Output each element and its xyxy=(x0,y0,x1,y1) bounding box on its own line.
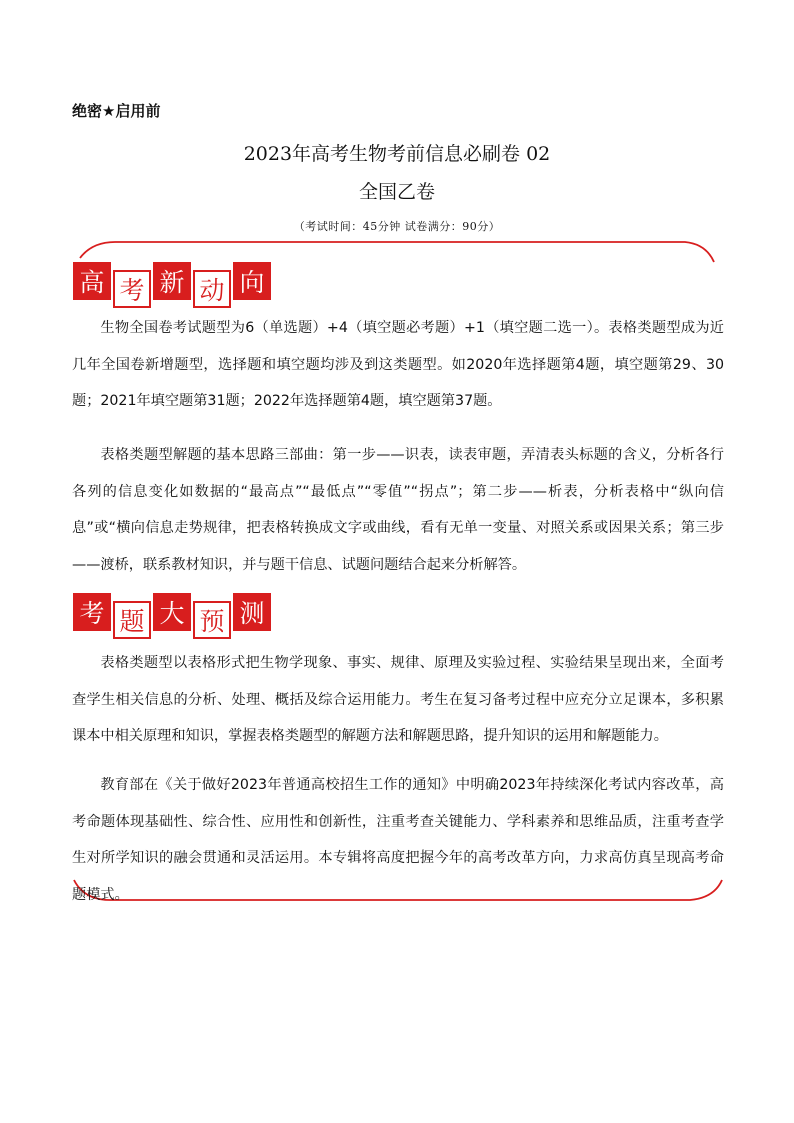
banner-char: 新 xyxy=(153,262,191,300)
banner-char: 大 xyxy=(153,593,191,631)
paragraph: 表格类题型解题的基本思路三部曲：第一步——识表，读表审题，弄清表头标题的含义，分析各行各列的信息变化如数据的“最高点”“最低点”“零值”“拐点”；第二步——析表，分析表格中“纵向信息”或“横向信息走势规律，把表格转换成文字或曲线，看有无单一变量、对照关系或因果关系；第三步——渡桥，联系教材知识，并与题干信息、试题问题结合起来分析解答。 xyxy=(72,447,724,573)
banner-char: 动 xyxy=(193,270,231,308)
confidential-label: 绝密★启用前 xyxy=(72,102,161,120)
banner-char: 测 xyxy=(233,593,271,631)
section-banner-new-trends xyxy=(73,262,273,308)
exam-info: （考试时间：45分钟 试卷满分：90分） xyxy=(293,220,501,233)
banner-char: 向 xyxy=(233,262,271,300)
banner-char: 题 xyxy=(113,601,151,639)
paper-title: 2023年高考生物考前信息必刷卷 02 xyxy=(243,143,551,165)
paragraph: 教育部在《关于做好2023年普通高校招生工作的通知》中明确2023年持续深化考试内容改革，高考命题体现基础性、综合性、应用性和创新性，注重考查关键能力、学科素养和思维品质，注重考查学生对所学知识的融会贯通和灵活运用。本专辑将高度把握今年的高考改革方向，力求高仿真呈现高考命题模式。 xyxy=(72,777,724,903)
section-banner-prediction xyxy=(73,593,273,639)
paragraph: 表格类题型以表格形式把生物学现象、事实、规律、原理及实验过程、实验结果呈现出来，全面考查学生相关信息的分析、处理、概括及综合运用能力。考生在复习备考过程中应充分立足课本，多积累课本中相关原理和知识，掌握表格类题型的解题方法和解题思路，提升知识的运用和解题能力。 xyxy=(72,655,724,744)
banner-char: 考 xyxy=(73,593,111,631)
banner-char: 考 xyxy=(113,270,151,308)
paper-subtitle: 全国乙卷 xyxy=(358,181,435,203)
banner-char: 高 xyxy=(73,262,111,300)
paragraph: 生物全国卷考试题型为6（单选题）+4（填空题必考题）+1（填空题二选一）。表格类题型成为近几年全国卷新增题型，选择题和填空题均涉及到这类题型。如2020年选择题第4题，填空题第29、30题；2021年填空题第31题；2022年选择题第4题，填空题第37题。 xyxy=(72,320,724,409)
banner-char: 预 xyxy=(193,601,231,639)
